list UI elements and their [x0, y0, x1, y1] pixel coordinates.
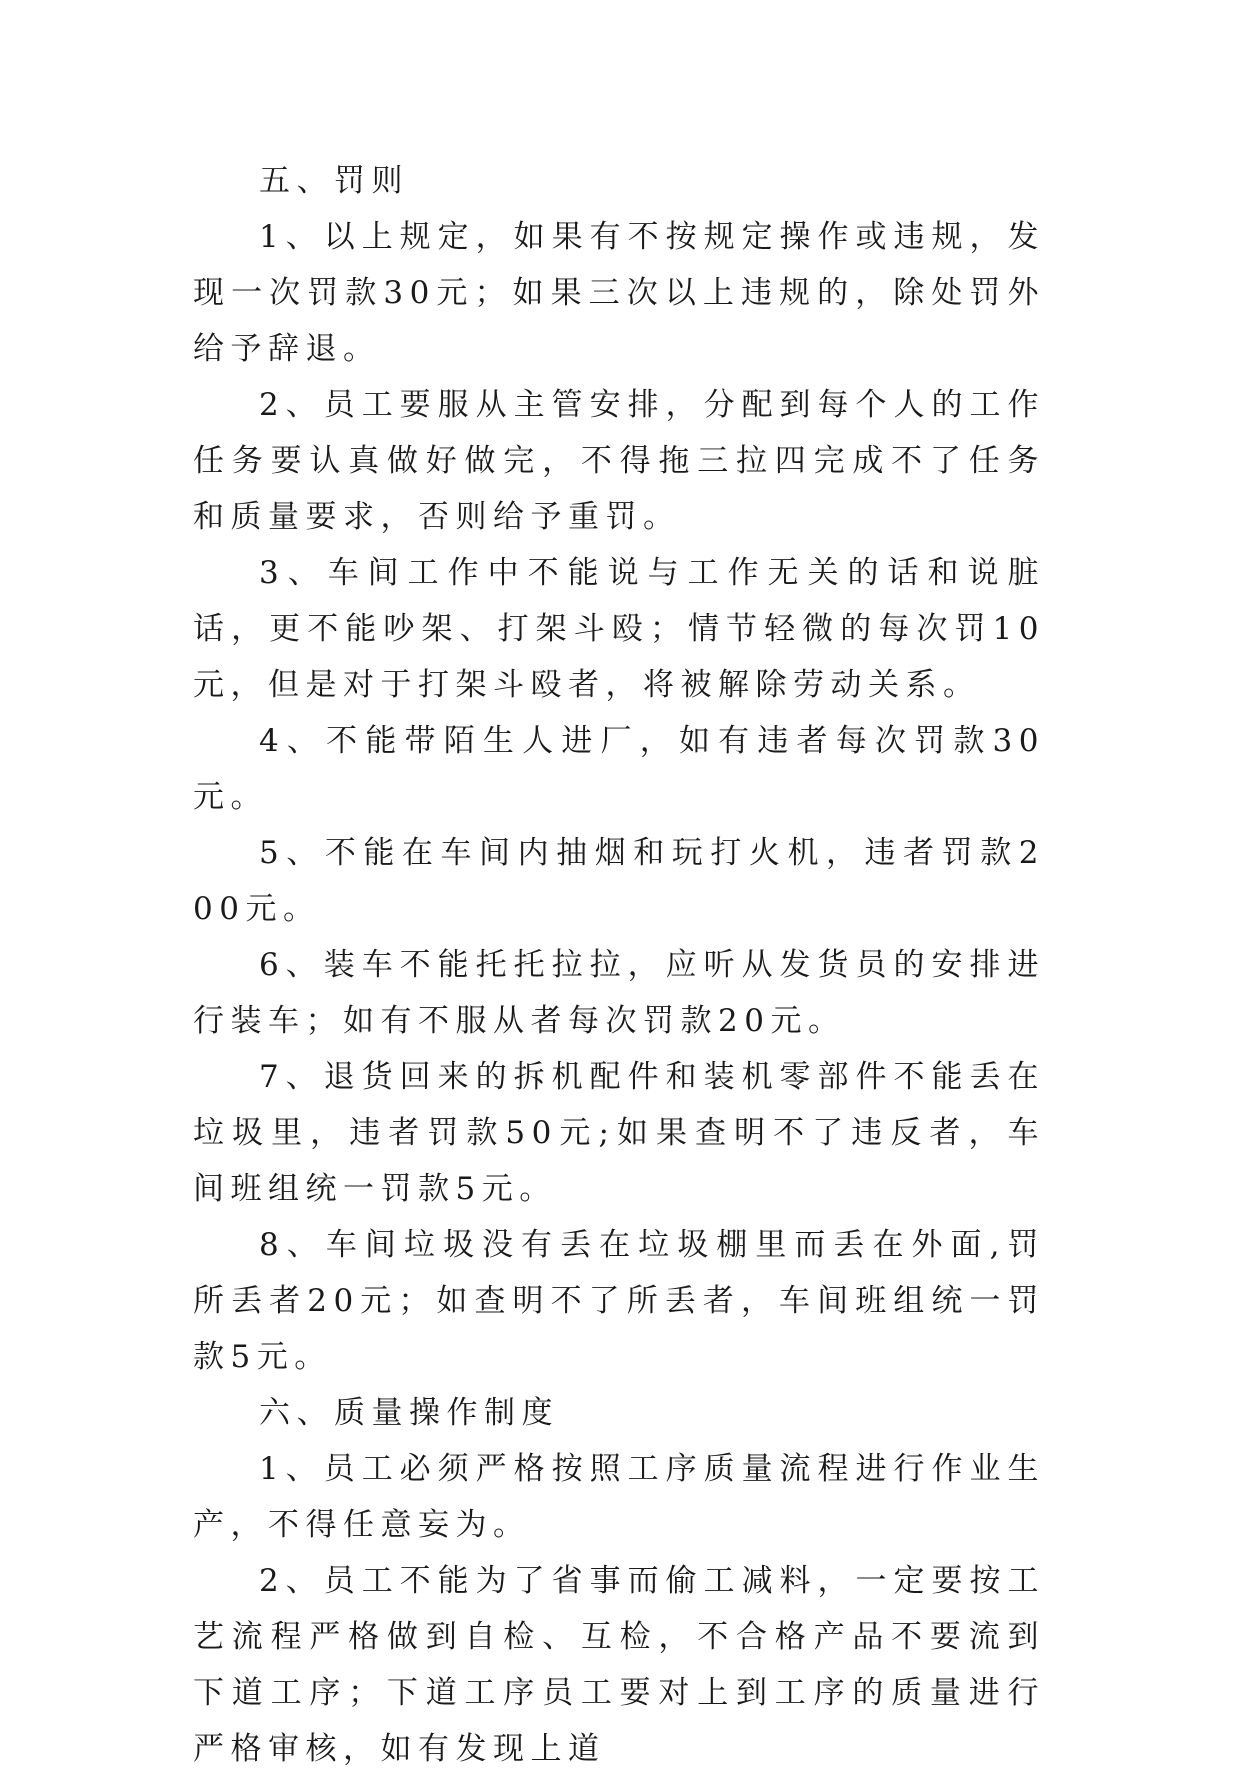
penalty-rule-5: 5、不能在车间内抽烟和玩打火机，违者罚款200元。	[193, 835, 1045, 927]
document-body	[193, 153, 1045, 1777]
section-heading-quality: 六、质量操作制度	[259, 1395, 559, 1431]
penalty-rule-2: 2、员工要服从主管安排，分配到每个人的工作任务要认真做好做完，不得拖三拉四完成不了任务和质量要求，否则给予重罚。	[193, 387, 1045, 535]
penalty-rule-1: 1、以上规定，如果有不按规定操作或违规，发现一次罚款30元；如果三次以上违规的，除处罚外给予辞退。	[193, 219, 1045, 367]
penalty-rule-3: 3、车间工作中不能说与工作无关的话和说脏话，更不能吵架、打架斗殴；情节轻微的每次罚10元，但是对于打架斗殴者，将被解除劳动关系。	[193, 555, 1045, 703]
section-heading-penalties: 五、罚则	[259, 163, 409, 199]
penalty-rule-8: 8、车间垃圾没有丢在垃圾棚里而丢在外面,罚所丢者20元；如查明不了所丢者，车间班组统一罚款5元。	[193, 1227, 1045, 1375]
penalty-rule-6: 6、装车不能托托拉拉，应听从发货员的安排进行装车；如有不服从者每次罚款20元。	[193, 947, 1045, 1039]
quality-rule-1: 1、员工必须严格按照工序质量流程进行作业生产，不得任意妄为。	[193, 1451, 1045, 1543]
penalty-rule-7: 7、退货回来的拆机配件和装机零部件不能丢在垃圾里，违者罚款50元;如果查明不了违反者，车间班组统一罚款5元。	[193, 1059, 1045, 1207]
quality-rule-2: 2、员工不能为了省事而偷工减料，一定要按工艺流程严格做到自检、互检，不合格产品不要流到下道工序；下道工序员工要对上到工序的质量进行严格审核，如有发现上道	[193, 1563, 1045, 1767]
penalty-rule-4: 4、不能带陌生人进厂，如有违者每次罚款30元。	[193, 723, 1045, 815]
